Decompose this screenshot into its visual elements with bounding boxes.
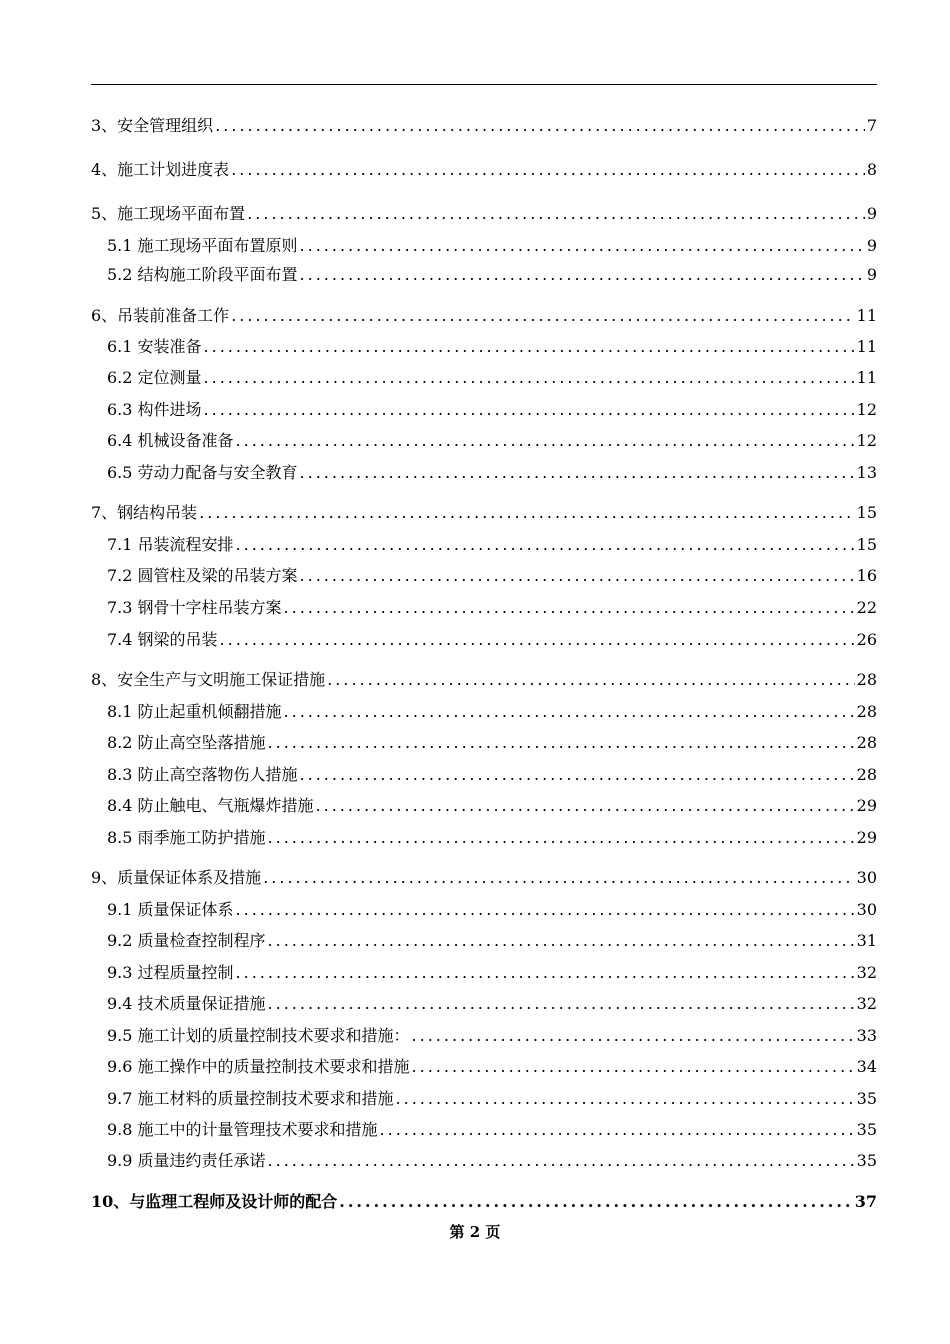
toc-leader-dots bbox=[339, 1188, 852, 1216]
toc-entry[interactable] bbox=[91, 990, 877, 1018]
toc-entry[interactable] bbox=[91, 896, 877, 924]
toc-entry-page: 11 bbox=[856, 306, 877, 325]
toc-entry[interactable] bbox=[91, 729, 877, 757]
toc-leader-dots bbox=[300, 232, 865, 260]
toc-entry-page: 11 bbox=[856, 368, 877, 387]
toc-entry-page: 9 bbox=[866, 204, 877, 223]
toc-entry-page: 16 bbox=[856, 566, 877, 585]
toc-leader-dots bbox=[300, 261, 865, 289]
toc-entry-page: 28 bbox=[856, 702, 877, 721]
toc-entry[interactable] bbox=[91, 156, 877, 184]
toc-leader-dots bbox=[204, 364, 855, 392]
toc-leader-dots bbox=[300, 459, 855, 487]
toc-leader-dots bbox=[236, 896, 855, 924]
toc-entry-label: 6、吊装前准备工作 bbox=[91, 306, 230, 325]
toc-entry-label: 5.1 施工现场平面布置原则 bbox=[107, 236, 298, 255]
toc-entry-page: 11 bbox=[856, 337, 877, 356]
toc-entry-label: 5、施工现场平面布置 bbox=[91, 204, 246, 223]
toc-leader-dots bbox=[268, 824, 855, 852]
toc-entry[interactable] bbox=[91, 927, 877, 955]
toc-entry-label: 9.2 质量检查控制程序 bbox=[107, 931, 266, 950]
toc-entry-page: 35 bbox=[856, 1120, 877, 1139]
toc-leader-dots bbox=[412, 1022, 855, 1050]
toc-entry-label: 8、安全生产与文明施工保证措施 bbox=[91, 670, 326, 689]
toc-entry[interactable] bbox=[91, 698, 877, 726]
toc-entry[interactable] bbox=[91, 396, 877, 424]
toc-entry-page: 26 bbox=[856, 630, 877, 649]
toc-entry-label: 9.5 施工计划的质量控制技术要求和措施： bbox=[107, 1026, 410, 1045]
toc-entry-page: 35 bbox=[856, 1151, 877, 1170]
toc-entry-label: 9.7 施工材料的质量控制技术要求和措施 bbox=[107, 1089, 394, 1108]
toc-entry-label: 7.4 钢梁的吊装 bbox=[107, 630, 218, 649]
toc-leader-dots bbox=[268, 1147, 855, 1175]
toc-entry[interactable] bbox=[91, 1188, 877, 1216]
toc-leader-dots bbox=[268, 927, 855, 955]
toc-entry-page: 32 bbox=[856, 994, 877, 1013]
toc-entry-page: 12 bbox=[856, 400, 877, 419]
toc-entry-page: 9 bbox=[866, 265, 877, 284]
header-rule bbox=[91, 84, 877, 85]
toc-entry-label: 9.4 技术质量保证措施 bbox=[107, 994, 266, 1013]
toc-entry-label: 8.4 防止触电、气瓶爆炸措施 bbox=[107, 796, 314, 815]
toc-entry-label: 9.8 施工中的计量管理技术要求和措施 bbox=[107, 1120, 378, 1139]
toc-entry[interactable] bbox=[91, 1053, 877, 1081]
toc-entry-page: 28 bbox=[856, 733, 877, 752]
toc-entry-label: 3、安全管理组织 bbox=[91, 116, 214, 135]
toc-entry[interactable] bbox=[91, 261, 877, 289]
toc-entry[interactable] bbox=[91, 302, 877, 330]
page-number-footer: 第 2 页 bbox=[449, 1223, 501, 1241]
toc-entry[interactable] bbox=[91, 1085, 877, 1113]
toc-leader-dots bbox=[316, 792, 855, 820]
toc-entry-page: 9 bbox=[866, 236, 877, 255]
toc-entry[interactable] bbox=[91, 594, 877, 622]
toc-entry[interactable] bbox=[91, 864, 877, 892]
toc-entry[interactable] bbox=[91, 824, 877, 852]
toc-leader-dots bbox=[204, 396, 855, 424]
toc-entry[interactable] bbox=[91, 792, 877, 820]
toc-entry-label: 7、钢结构吊装 bbox=[91, 503, 198, 522]
toc-entry-page: 30 bbox=[856, 900, 877, 919]
toc-entry-page: 7 bbox=[866, 116, 877, 135]
toc-leader-dots bbox=[380, 1116, 855, 1144]
toc-entry-page: 28 bbox=[856, 670, 877, 689]
toc-entry-label: 6.1 安装准备 bbox=[107, 337, 202, 356]
toc-entry[interactable] bbox=[91, 666, 877, 694]
toc-leader-dots bbox=[247, 200, 865, 228]
toc-entry-page: 33 bbox=[856, 1026, 877, 1045]
toc-leader-dots bbox=[236, 531, 855, 559]
toc-entry-label: 6.3 构件进场 bbox=[107, 400, 202, 419]
toc-entry-label: 9.6 施工操作中的质量控制技术要求和措施 bbox=[107, 1057, 410, 1076]
toc-leader-dots bbox=[396, 1085, 855, 1113]
toc-entry-label: 4、施工计划进度表 bbox=[91, 160, 230, 179]
toc-entry-page: 29 bbox=[856, 796, 877, 815]
toc-entry-label: 7.1 吊装流程安排 bbox=[107, 535, 234, 554]
toc-entry[interactable] bbox=[91, 364, 877, 392]
toc-entry-label: 9.3 过程质量控制 bbox=[107, 963, 234, 982]
toc-entry[interactable] bbox=[91, 1116, 877, 1144]
toc-entry[interactable] bbox=[91, 499, 877, 527]
toc-entry[interactable] bbox=[91, 626, 877, 654]
toc-entry-label: 6.4 机械设备准备 bbox=[107, 431, 234, 450]
toc-leader-dots bbox=[412, 1053, 855, 1081]
toc-entry-label: 7.3 钢骨十字柱吊装方案 bbox=[107, 598, 282, 617]
toc-entry[interactable] bbox=[91, 232, 877, 260]
toc-entry-label: 5.2 结构施工阶段平面布置 bbox=[107, 265, 298, 284]
toc-leader-dots bbox=[220, 626, 855, 654]
toc-leader-dots bbox=[231, 302, 854, 330]
toc-entry[interactable] bbox=[91, 459, 877, 487]
toc-entry-label: 7.2 圆管柱及梁的吊装方案 bbox=[107, 566, 298, 585]
toc-leader-dots bbox=[231, 156, 865, 184]
toc-leader-dots bbox=[199, 499, 854, 527]
toc-entry-page: 30 bbox=[856, 868, 877, 887]
toc-entry-page: 8 bbox=[866, 160, 877, 179]
toc-leader-dots bbox=[236, 427, 855, 455]
toc-entry-page: 22 bbox=[856, 598, 877, 617]
toc-entry-page: 12 bbox=[856, 431, 877, 450]
toc-entry[interactable] bbox=[91, 761, 877, 789]
toc-entry[interactable] bbox=[91, 959, 877, 987]
toc-entry[interactable] bbox=[91, 200, 877, 228]
toc-entry-label: 9、质量保证体系及措施 bbox=[91, 868, 262, 887]
toc-leader-dots bbox=[300, 761, 855, 789]
toc-entry-label: 6.5 劳动力配备与安全教育 bbox=[107, 463, 298, 482]
toc-entry[interactable] bbox=[91, 427, 877, 455]
toc-leader-dots bbox=[204, 333, 855, 361]
toc-leader-dots bbox=[284, 698, 855, 726]
toc-leader-dots bbox=[263, 864, 854, 892]
toc-entry-label: 9.1 质量保证体系 bbox=[107, 900, 234, 919]
toc-leader-dots bbox=[236, 959, 855, 987]
toc-entry-label: 8.3 防止高空落物伤人措施 bbox=[107, 765, 298, 784]
toc-leader-dots bbox=[300, 562, 855, 590]
toc-entry-page: 37 bbox=[854, 1192, 877, 1211]
toc-entry[interactable] bbox=[91, 1147, 877, 1175]
toc-leader-dots bbox=[268, 729, 855, 757]
toc-leader-dots bbox=[327, 666, 854, 694]
toc-entry[interactable] bbox=[91, 333, 877, 361]
toc-leader-dots bbox=[215, 112, 865, 140]
toc-entry-page: 35 bbox=[856, 1089, 877, 1108]
toc-entry-label: 8.2 防止高空坠落措施 bbox=[107, 733, 266, 752]
toc-entry-page: 15 bbox=[856, 503, 877, 522]
toc-entry-page: 29 bbox=[856, 828, 877, 847]
toc-leader-dots bbox=[284, 594, 855, 622]
toc-leader-dots bbox=[268, 990, 855, 1018]
toc-entry-page: 15 bbox=[856, 535, 877, 554]
toc-entry-label: 6.2 定位测量 bbox=[107, 368, 202, 387]
toc-entry[interactable] bbox=[91, 531, 877, 559]
toc-entry[interactable] bbox=[91, 112, 877, 140]
toc-entry-page: 13 bbox=[856, 463, 877, 482]
toc-entry-page: 32 bbox=[856, 963, 877, 982]
toc-entry-page: 31 bbox=[856, 931, 877, 950]
toc-entry[interactable] bbox=[91, 562, 877, 590]
toc-entry[interactable] bbox=[91, 1022, 877, 1050]
toc-entry-label: 8.1 防止起重机倾翻措施 bbox=[107, 702, 282, 721]
toc-entry-label: 8.5 雨季施工防护措施 bbox=[107, 828, 266, 847]
toc-entry-page: 28 bbox=[856, 765, 877, 784]
toc-entry-label: 9.9 质量违约责任承诺 bbox=[107, 1151, 266, 1170]
toc-entry-label: 10、与监理工程师及设计师的配合 bbox=[91, 1192, 338, 1211]
toc-entry-page: 34 bbox=[856, 1057, 877, 1076]
